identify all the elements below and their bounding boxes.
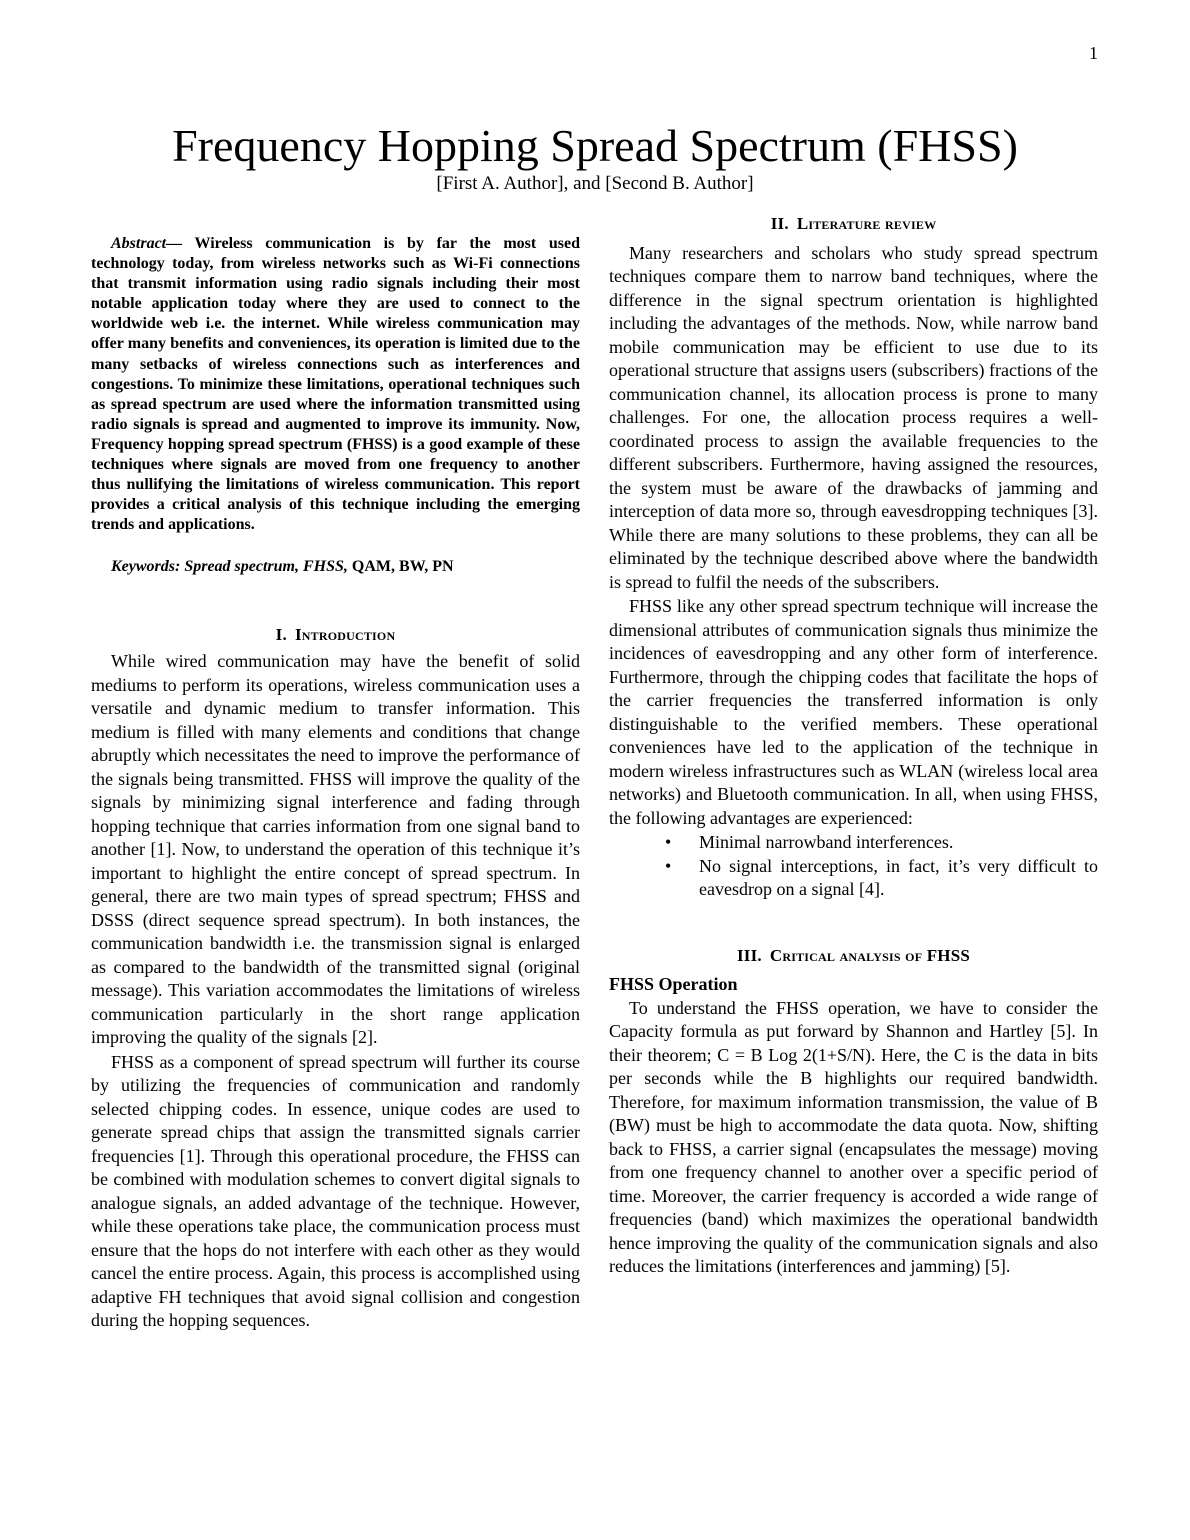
authors: [First A. Author], and [Second B. Author] — [436, 173, 754, 194]
keywords-italic: Keywords: Spread spectrum, FHSS, — [111, 558, 348, 576]
paper-title: Frequency Hopping Spread Spectrum (FHSS) — [172, 120, 1018, 171]
section-title: Literature review — [796, 214, 937, 233]
keywords — [91, 555, 580, 579]
section-title: Critical analysis of FHSS — [769, 945, 971, 965]
right-column — [609, 212, 1098, 1280]
intro-paragraph: While wired communication may have the benefit of solid mediums to perform its operations, wireless communication uses a versatile and dynamic medium to transfer information. This medium is filled with many elements and conditions that change abruptly which necessitates the need to improve the performance of the signals being transmitted. FHSS will improve the quality of the signals by minimizing signal interference and fading through hopping technique that carries information from one signal band to another [1]. Now, to understand the operation of this technique it’s important to highlight the entire concept of spread spectrum. In general, there are two main types of spread spectrum; FHSS and DSSS (direct sequence spread spectrum). In both instances, the communication bandwidth i.e. the transmission signal is enlarged as compared to the bandwidth of the transmitted signal (original message). This variation accommodates the limitations of wireless communication particularly in the short range application improving the quality of the signals [2]. — [91, 651, 580, 1048]
intro-paragraph: FHSS as a component of spread spectrum will further its course by utilizing the frequencies of communication and randomly selected chipping codes. In essence, unique codes are used to generate spread chips that assign the transmitted signals carrier frequencies [1]. Through this operational procedure, the FHSS can be combined with modulation schemes to convert digital signals to analogue signals, an added advantage of the technique. However, while these operations take place, the communication process must ensure that the hops do not interfere with each other as they would cancel the entire process. Again, this process is accomplished using adaptive FH techniques that avoid signal collision and congestion during the hopping sequences. — [91, 1051, 580, 1331]
left-column — [91, 234, 580, 1334]
abstract-label: Abstract— — [111, 235, 183, 252]
critical-paragraph: To understand the FHSS operation, we have to consider the Capacity formula as put forward by Shannon and Hartley [5]. In their theorem; C = B Log 2(1+S/N). Here, the C is the data in bits per seconds while the B highlights our required bandwidth. Therefore, for maximum information transmission, the value of B (BW) must be high to accommodate the data quota. Now, shifting back to FHSS, a carrier signal (encapsulates the message) moving from one frequency channel to another over a specific period of time. Moreover, the carrier frequency is accorded a wide range of frequencies (band) which maximizes the operational bandwidth hence improving the quality of the communication signals and also reduces the limitations (interferences and jamming) [5]. — [609, 997, 1098, 1276]
section-heading-introduction — [91, 623, 580, 647]
section-number: III. — [736, 945, 762, 965]
advantages-list — [609, 831, 1098, 902]
abstract — [91, 234, 580, 535]
list-item: • Minimal narrowband interferences. — [699, 831, 1098, 855]
section-title: Introduction — [294, 624, 396, 644]
section-heading-literature — [609, 212, 1098, 236]
list-item: • No signal interceptions, in fact, it’s very difficult to eavesdrop on a signal [4]. — [699, 855, 1098, 902]
abstract-text: Wireless communication is by far the most used technology today, from wireless networks such as Wi-Fi connections that transmit information using radio signals including their most notable application today where they are used to connect to the worldwide web i.e. the internet. While wireless communication may offer many benefits and conveniences, its operation is limited due to the many setbacks of wireless connections such as interferences and congestions. To minimize these limitations, operational techniques such as spread spectrum are used where the information transmitted using radio signals is spread and augmented to improve its immunity. Now, Frequency hopping spread spectrum (FHSS) is a good example of these techniques where signals are moved from one frequency to another thus nullifying the limitations of wireless communication. This report provides a critical analysis of this technique including the emerging trends and applications. — [91, 235, 580, 534]
section-number: I. — [275, 624, 287, 644]
keywords-plain: QAM, BW, PN — [347, 558, 454, 576]
section-heading-critical-analysis — [609, 944, 1098, 968]
page-number: 1 — [1089, 43, 1098, 63]
subheading-fhss-operation: FHSS Operation — [609, 974, 738, 994]
section-number: II. — [770, 214, 789, 233]
literature-paragraph: Many researchers and scholars who study spread spectrum techniques compare them to narrow band techniques, where the difference in the signal spectrum orientation is highlighted including the advantages of the methods. Now, while narrow band mobile communication may be efficient to use due to its operational structure that assigns users (subscribers) fractions of the communication channel, its allocation process is prone to many challenges. For one, the allocation process requires a well-coordinated process to assign the available frequencies to the different subscribers. Furthermore, having assigned the resources, the system must be aware of the drawbacks of jamming and interception of data more so, through eavesdropping techniques [3]. While there are many solutions to these problems, they can all be eliminated by the technique described above where the bandwidth is spread to fulfil the needs of the subscribers. — [609, 242, 1098, 592]
literature-paragraph: FHSS like any other spread spectrum technique will increase the dimensional attributes of communication signals thus minimize the incidences of eavesdropping and any other form of interference. Furthermore, through the chipping codes that facilitate the hops of the carrier frequencies the transferred information is only distinguishable to the verified members. These operational conveniences have led to the application of the technique in modern wireless infrastructures such as WLAN (wireless local area networks) and Bluetooth communication. In all, when using FHSS, the following advantages are experienced: — [609, 596, 1098, 828]
